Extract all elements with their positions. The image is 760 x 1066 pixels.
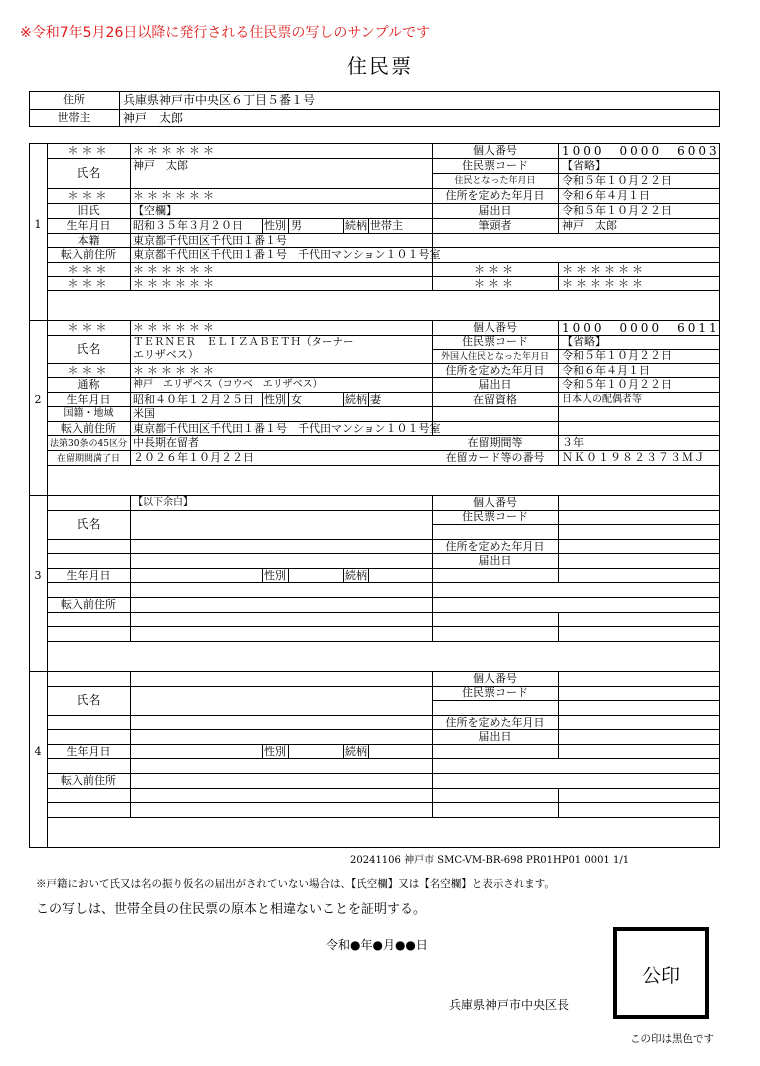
head-label: 世帯主 xyxy=(57,111,91,124)
prev-addr-label: 転入前住所 xyxy=(61,248,116,261)
old-name-label: 旧氏 xyxy=(77,204,100,217)
jumin-code-label: 住民票コード xyxy=(462,686,528,699)
certification-text: この写しは、世帯全員の住民票の原本と相違ないことを証明する。 xyxy=(36,902,427,917)
head-value: 神戸 太郎 xyxy=(123,111,184,125)
alias-label: 通称 xyxy=(77,378,100,391)
hittousha-value: 神戸 太郎 xyxy=(562,219,617,232)
masked-label: ＊＊＊ xyxy=(474,277,516,290)
alias-value: 神戸 エリザベス（コウベ エリザベス） xyxy=(133,379,323,390)
my-number-value: 1000 0000 6003 xyxy=(562,144,720,158)
address-value: 兵庫県神戸市中央区６丁目５番１号 xyxy=(123,93,316,107)
masked-label: ＊＊＊ xyxy=(67,263,110,276)
masked-label: ＊＊＊ xyxy=(67,364,110,377)
prev-addr-value: 東京都千代田区千代田１番１号 千代田マンション１０１号室 xyxy=(133,422,441,435)
sex-label: 性別 xyxy=(264,569,286,582)
honseki-label: 本籍 xyxy=(77,234,100,247)
prev-addr-label: 転入前住所 xyxy=(61,422,116,435)
period-label: 在留期間等 xyxy=(467,436,523,449)
row-number: 3 xyxy=(34,569,42,582)
name-value-line2: エリザベス） xyxy=(133,348,199,361)
sex-label: 性別 xyxy=(264,219,286,232)
seal-note: この印は黒色です xyxy=(630,1033,714,1045)
became-resident-value: 令和５年１０月２２日 xyxy=(562,349,672,362)
my-number-label: 個人番号 xyxy=(473,321,517,334)
notif-date-label: 届出日 xyxy=(478,204,512,217)
became-resident-value: 令和５年１０月２２日 xyxy=(562,174,672,187)
addr-date-label: 住所を定めた年月日 xyxy=(445,189,545,202)
expiry-value: ２０２６年１０月２２日 xyxy=(133,451,254,464)
jumin-code-value: 【省略】 xyxy=(562,335,606,348)
row-number: 2 xyxy=(34,393,42,406)
prev-addr-label: 転入前住所 xyxy=(61,774,116,787)
issue-date: 令和●年●月●●日 xyxy=(326,938,428,952)
blank-remark: 【以下余白】 xyxy=(133,497,193,508)
masked-value: ＊＊＊＊＊＊ xyxy=(133,263,217,276)
old-name-value: 【空欄】 xyxy=(133,204,177,217)
notif-date-label: 届出日 xyxy=(478,730,512,743)
my-number-label: 個人番号 xyxy=(473,496,517,509)
relation-value: 妻 xyxy=(370,393,381,406)
my-number-value: 1000 0000 6011 xyxy=(562,321,720,335)
masked-label: ＊＊＊ xyxy=(67,144,110,157)
document-title: 住民票 xyxy=(347,54,413,78)
masked-value: ＊＊＊＊＊＊ xyxy=(562,263,646,276)
article30-label: 法第30条の45区分 xyxy=(50,439,127,449)
became-resident-label: 住民となった年月日 xyxy=(454,176,536,186)
notif-date-label: 届出日 xyxy=(478,378,512,391)
masked-label: ＊＊＊ xyxy=(67,321,110,334)
honseki-value: 東京都千代田区千代田１番１号 xyxy=(133,234,287,247)
my-number-label: 個人番号 xyxy=(473,672,517,685)
masked-label: ＊＊＊ xyxy=(67,189,110,202)
card-no-label: 在留カード等の番号 xyxy=(445,451,545,464)
sample-notice: ※令和7年5月26日以降に発行される住民票の写しのサンプルです xyxy=(20,25,431,41)
masked-value: ＊＊＊＊＊＊ xyxy=(133,364,217,377)
my-number-label: 個人番号 xyxy=(473,144,517,157)
masked-value: ＊＊＊＊＊＊ xyxy=(562,277,646,290)
status-label: 在留資格 xyxy=(473,393,517,406)
name-label: 氏名 xyxy=(76,693,101,707)
prev-addr-label: 転入前住所 xyxy=(61,598,116,611)
jumin-code-value: 【省略】 xyxy=(562,159,606,172)
birth-label: 生年月日 xyxy=(66,745,111,758)
name-label: 氏名 xyxy=(76,342,101,356)
status-value: 日本人の配偶者等 xyxy=(562,394,642,405)
relation-label: 続柄 xyxy=(345,393,367,406)
notif-date-label: 届出日 xyxy=(478,554,512,567)
addr-date-value: 令和６年４月１日 xyxy=(562,364,650,377)
birth-value: 昭和４０年１２月２５日 xyxy=(133,393,254,406)
birth-label: 生年月日 xyxy=(66,219,111,232)
masked-label: ＊＊＊ xyxy=(67,277,110,290)
address-label: 住所 xyxy=(63,93,85,106)
expiry-label: 在留期間満了日 xyxy=(56,454,120,464)
birth-value: 昭和３５年３月２０日 xyxy=(133,219,243,232)
document-code: 20241106 神戸市 SMC-VM-BR-698 PR01HP01 0001 1/1 xyxy=(350,855,630,866)
relation-label: 続柄 xyxy=(345,569,367,582)
masked-label: ＊＊＊ xyxy=(474,263,516,276)
birth-label: 生年月日 xyxy=(66,393,111,406)
name-label: 氏名 xyxy=(76,517,101,531)
sex-value: 女 xyxy=(291,393,302,406)
masked-value: ＊＊＊＊＊＊ xyxy=(133,321,217,334)
jumin-code-label: 住民票コード xyxy=(462,510,528,523)
relation-label: 続柄 xyxy=(345,745,367,758)
name-value-line1: ＴＥＲＮＥＲ ＥＬＩＺＡＢＥＴＨ（ターナー xyxy=(133,336,354,348)
birth-label: 生年月日 xyxy=(66,569,111,582)
masked-value: ＊＊＊＊＊＊ xyxy=(133,144,217,157)
masked-value: ＊＊＊＊＊＊ xyxy=(133,277,217,290)
notif-date-value: 令和５年１０月２２日 xyxy=(562,378,672,391)
nationality-value: 米国 xyxy=(133,407,155,420)
sex-label: 性別 xyxy=(264,393,286,406)
official-seal xyxy=(613,927,709,1019)
addr-date-label: 住所を定めた年月日 xyxy=(445,540,545,553)
nationality-label: 国籍・地域 xyxy=(63,408,114,419)
name-value: 神戸 太郎 xyxy=(133,159,188,172)
seal-text: 公印 xyxy=(641,965,680,987)
prev-addr-value: 東京都千代田区千代田１番１号 千代田マンション１０１号室 xyxy=(133,248,441,261)
relation-label: 続柄 xyxy=(345,219,367,232)
hittousha-label: 筆頭者 xyxy=(478,219,512,232)
addr-date-value: 令和６年４月１日 xyxy=(562,189,650,202)
furigana-note: ※戸籍において氏又は名の振り仮名の届出がされていない場合は、【氏空欄】又は【名空欄】と表示されます。 xyxy=(36,878,555,890)
article30-value: 中長期在留者 xyxy=(133,436,199,449)
jumin-code-label: 住民票コード xyxy=(462,159,528,172)
jumin-code-label: 住民票コード xyxy=(462,335,528,348)
foreign-became-label: 外国人住民となった年月日 xyxy=(440,352,549,362)
sex-label: 性別 xyxy=(264,745,286,758)
card-no-value: ＮＫ０１９８２３７３ＭＪ xyxy=(562,451,706,464)
row-number: 1 xyxy=(34,218,42,231)
notif-date-value: 令和５年１０月２２日 xyxy=(562,204,672,217)
name-label: 氏名 xyxy=(76,166,101,180)
masked-value: ＊＊＊＊＊＊ xyxy=(133,189,217,202)
addr-date-label: 住所を定めた年月日 xyxy=(445,716,545,729)
sex-value: 男 xyxy=(291,219,302,232)
addr-date-label: 住所を定めた年月日 xyxy=(445,364,545,377)
row-number: 4 xyxy=(34,745,42,758)
issuer-name: 兵庫県神戸市中央区長 xyxy=(449,998,570,1012)
relation-value: 世帯主 xyxy=(370,219,403,232)
period-value: ３年 xyxy=(562,436,584,449)
